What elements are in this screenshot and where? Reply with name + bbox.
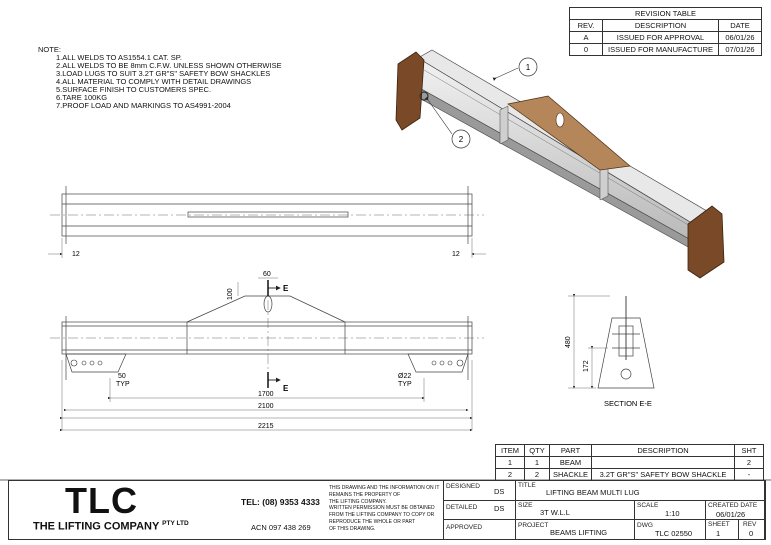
dim-top-right: 12: [452, 251, 460, 258]
note-item: 4.ALL MATERIAL TO COMPLY WITH DETAIL DRAWINGS: [56, 77, 252, 86]
designed-label: DESIGNED: [446, 483, 480, 490]
hole-icon: [432, 361, 436, 365]
dim-section-height: 480: [565, 336, 572, 348]
description-header: DESCRIPTION: [603, 20, 719, 32]
project-label: PROJECT: [518, 522, 549, 529]
disclaimer-line: THE LIFTING COMPANY.: [329, 498, 387, 505]
sheet-cell: [705, 519, 739, 540]
part-cell: SHACKLE: [550, 469, 592, 481]
dim-mid-span: 2100: [258, 403, 274, 410]
hole-icon: [457, 360, 463, 366]
detailed-value: DS: [494, 504, 505, 513]
disclaimer-line: REPRODUCE THE WHOLE OR PART: [329, 518, 416, 525]
rev-cell: 0: [570, 44, 603, 56]
sheet-value: 1: [716, 529, 721, 538]
revision-table-title: REVISION TABLE: [570, 8, 762, 20]
size-cell: [515, 500, 635, 520]
size-value: 3T W.L.L: [540, 508, 570, 517]
rev-cell: A: [570, 32, 603, 44]
dim-inner-span: 1700: [258, 391, 274, 398]
dwg-label: DWG: [637, 522, 653, 529]
designed-value: DS: [494, 487, 505, 496]
description-cell: [592, 457, 735, 469]
detailed-label: DETAILED: [446, 504, 478, 511]
created-label: CREATED DATE: [708, 502, 758, 509]
disclaimer-line: FROM THE LIFTING COMPANY TO COPY OR: [329, 512, 435, 519]
section-marker-top: E: [283, 284, 289, 293]
created-value: 06/01/26: [716, 510, 746, 519]
rev-description-cell: ISSUED FOR APPROVAL: [603, 32, 719, 44]
hole-icon: [90, 361, 94, 365]
disclaimer-line: OF THIS DRAWING.: [329, 525, 376, 532]
sht-cell: -: [735, 469, 764, 481]
approved-cell: [443, 519, 516, 540]
project-cell: [515, 519, 635, 540]
isometric-view: [396, 50, 724, 278]
rev-label: REV: [743, 521, 757, 528]
company-phone: TEL: (08) 9353 4333: [241, 497, 320, 507]
dim-lug-width: 60: [263, 271, 271, 278]
company-name-text: THE LIFTING COMPANY: [33, 520, 160, 533]
dim-section-lower: 172: [583, 360, 590, 372]
company-name: [33, 520, 189, 533]
note-item: 2.ALL WELDS TO BE 8mm C.F.W. UNLESS SHOWN OTHERWISE: [56, 61, 282, 70]
part-header: PART: [550, 445, 592, 457]
note-item: 7.PROOF LOAD AND MARKINGS TO AS4991-2004: [56, 101, 231, 110]
disclaimer: [329, 485, 447, 533]
rev-description-cell: ISSUED FOR MANUFACTURE: [603, 44, 719, 56]
shackle-icon: [621, 369, 631, 379]
note-item: 1.ALL WELDS TO AS1554.1 CAT. SP.: [56, 53, 182, 62]
balloon-2-label: 2: [458, 135, 464, 144]
created-cell: [705, 500, 766, 520]
dim-overall: 2215: [258, 423, 274, 430]
item-cell: 2: [496, 469, 525, 481]
rev-date-cell: 06/01/26: [719, 32, 762, 44]
rev-cell: [738, 519, 766, 540]
title-label: TITLE: [518, 482, 536, 489]
description-header: DESCRIPTION: [592, 445, 735, 457]
part-cell: BEAM: [550, 457, 592, 469]
section-label: SECTION E-E: [604, 399, 652, 408]
company-logo: TLC: [65, 480, 138, 521]
note-item: 3.LOAD LUGS TO SUIT 3.2T GR"S" SAFETY BOW SHACKLES: [56, 69, 271, 78]
note-item: 6.TARE 100KG: [56, 93, 108, 102]
hole-icon: [98, 361, 102, 365]
parts-table: [495, 444, 764, 481]
sht-cell: 2: [735, 457, 764, 469]
hole-icon: [82, 361, 86, 365]
detailed-cell: [443, 500, 516, 520]
size-label: SIZE: [518, 502, 533, 509]
rev-value: 0: [749, 529, 754, 538]
sht-header: SHT: [735, 445, 764, 457]
qty-cell: 2: [525, 469, 550, 481]
lug-hole-icon: [556, 113, 564, 127]
title-value: LIFTING BEAM MULTI LUG: [546, 488, 640, 497]
lug-holes: [71, 360, 463, 366]
disclaimer-line: THIS DRAWING AND THE INFORMATION ON IT: [329, 485, 440, 491]
hole-icon: [440, 361, 444, 365]
designed-cell: [443, 480, 516, 501]
dwg-value: TLC 02550: [655, 529, 693, 538]
parts-row: [496, 457, 764, 469]
note-item: 5.SURFACE FINISH TO CUSTOMERS SPEC.: [56, 85, 212, 94]
section-marker-bottom: E: [283, 384, 289, 393]
qty-cell: 1: [525, 457, 550, 469]
dim-hole-dia: Ø22: [398, 373, 412, 380]
scale-cell: [634, 500, 706, 520]
scale-value: 1:10: [665, 509, 680, 518]
date-header: DATE: [719, 20, 762, 32]
item-header: ITEM: [496, 445, 525, 457]
dim-hole-pitch-typ: TYP: [116, 381, 130, 388]
scale-label: SCALE: [637, 502, 659, 509]
plan-view: [48, 186, 486, 258]
section-view: [568, 296, 654, 388]
company-suffix: PTY LTD: [162, 520, 189, 527]
balloon-1-label: 1: [525, 63, 531, 72]
rev-header: REV.: [570, 20, 603, 32]
dim-top-left: 12: [72, 251, 80, 258]
disclaimer-line: WRITTEN PERMISSION MUST BE OBTAINED: [329, 505, 435, 512]
parts-row: [496, 469, 764, 481]
title-block: [8, 480, 765, 540]
disclaimer-line: REMAINS THE PROPERTY OF: [329, 491, 401, 498]
dim-lug-height: 100: [227, 288, 234, 300]
company-acn: ACN 097 438 269: [251, 523, 311, 532]
notes-heading: NOTE:: [38, 45, 61, 54]
dim-hole-pitch: 50: [118, 373, 126, 380]
description-cell: 3.2T GR"S" SAFETY BOW SHACKLE: [592, 469, 735, 481]
dim-hole-dia-typ: TYP: [398, 381, 412, 388]
hole-icon: [448, 361, 452, 365]
dwg-cell: [634, 519, 706, 540]
title-cell: [515, 480, 766, 501]
project-value: BEAMS LIFTING: [550, 528, 608, 537]
rev-date-cell: 07/01/26: [719, 44, 762, 56]
hole-icon: [71, 360, 77, 366]
item-cell: 1: [496, 457, 525, 469]
qty-header: QTY: [525, 445, 550, 457]
sheet-label: SHEET: [708, 521, 730, 528]
approved-label: APPROVED: [446, 524, 483, 531]
